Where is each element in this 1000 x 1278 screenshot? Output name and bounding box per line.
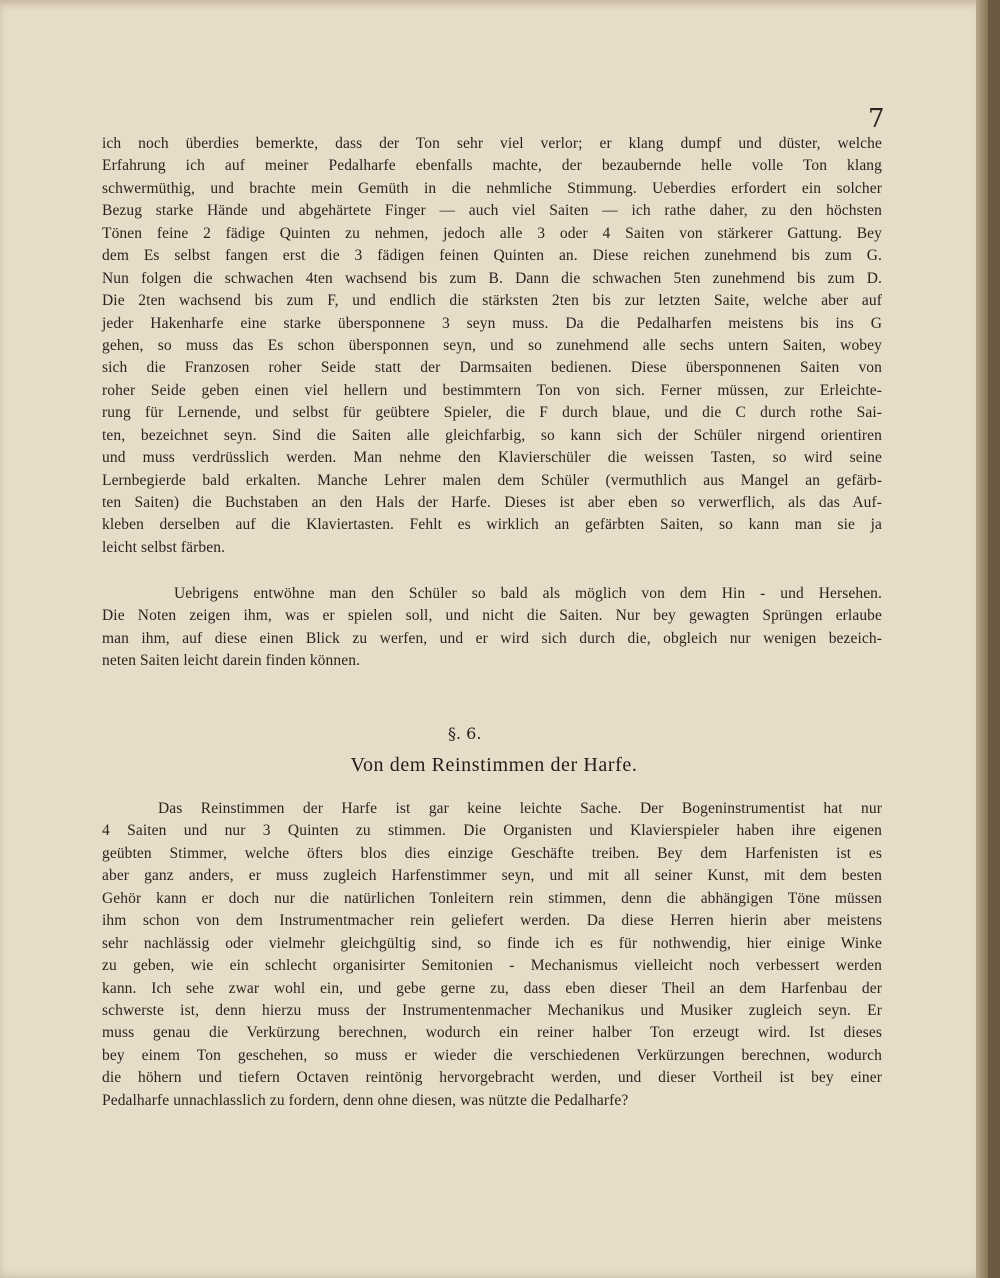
text-line: Nun folgen die schwachen 4ten wachsend bis zum B. Dann die schwachen 5ten zunehmend bis zum D. [102, 269, 882, 287]
text-line: geübten Stimmer, welche öfters blos dies einzige Geschäfte treiben. Bey dem Harfenisten ist es [102, 844, 882, 862]
text-line: jeder Hakenharfe eine starke übersponnene 3 seyn muss. Da die Pedalharfen meistens bis ins G [102, 314, 882, 332]
text-line: Die 2ten wachsend bis zum F, und endlich die stärksten 2ten bis zur letzten Saite, welche aber auf [102, 292, 882, 310]
paragraph-1 [102, 133, 882, 559]
text-line: schwerste ist, denn hierzu muss der Instrumentenmacher Mechanikus und Musiker zugleich seyn. Er [102, 1001, 882, 1019]
text-line: sehr nachlässig oder vielmehr gleichgültig sind, so finde ich es für nothwendig, hier einige Winke [102, 934, 882, 952]
text-line: man ihm, auf diese einen Blick zu werfen, und er wird sich durch die, obgleich nur wenigen bezeich- [102, 629, 882, 647]
text-line: rung für Lernende, und selbst für geübtere Spieler, die F durch blaue, und die C durch rothe Sai- [102, 404, 882, 422]
text-line: ich noch überdies bemerkte, dass der Ton sehr viel verlor; er klang dumpf und düster, welche [102, 135, 882, 152]
section-number: §. 6. [448, 724, 482, 743]
text-line: zu geben, wie ein schlecht organisirter Semitonien - Mechanismus vielleicht noch verbessert werden [102, 957, 882, 975]
text-line: Gehör kann er doch nur die natürlichen Tonleitern rein stimmen, denn die abhängigen Töne müssen [102, 889, 882, 907]
page-edge [976, 0, 988, 1278]
text-line: die höhern und tiefern Octaven reintönig hervorgebracht werden, und dieser Vortheil ist bey einer [102, 1069, 882, 1087]
text-line: dem Es selbst fangen erst die 3 fädigen feinen Quinten an. Diese reichen zunehmend bis zum G. [102, 247, 882, 265]
text-line: Pedalharfe unnachlasslich zu fordern, denn ohne diesen, was nützte die Pedalharfe? [102, 1091, 629, 1109]
text-line: Bezug starke Hände und abgehärtete Finger — auch viel Saiten — ich rathe daher, zu den höchsten [102, 202, 882, 220]
text-line: gehen, so muss das Es schon übersponnen seyn, und so zunehmend alle sechs untern Saiten, wobey [102, 336, 882, 354]
text-line: kann. Ich sehe zwar wohl ein, und gebe gerne zu, dass eben dieser Theil an dem Harfenbau der [102, 979, 882, 997]
text-line: muss genau die Verkürzung berechnen, wodurch ein reiner halber Ton erzeugt wird. Ist dieses [102, 1024, 882, 1042]
text-line: neten Saiten leicht darein finden können. [102, 652, 361, 670]
text-line: Erfahrung ich auf meiner Pedalharfe ebenfalls machte, der bezaubernde helle volle Ton klang [102, 157, 882, 175]
text-line: Lernbegierde bald erkalten. Manche Lehrer malen dem Schüler (vermuthlich aus Mangel an gefärb- [102, 471, 882, 489]
text-line: Uebrigens entwöhne man den Schüler so bald als möglich von dem Hin - und Hersehen. [174, 585, 882, 602]
paragraph-2 [102, 583, 882, 673]
text-line: ten Saiten) die Buchstaben an den Hals der Harfe. Dieses ist aber eben so verwerflich, als das Auf- [102, 494, 882, 511]
text-line: schwermüthig, und brachte mein Gemüth in die nehmliche Stimmung. Ueberdies erfordert ein solcher [102, 179, 882, 197]
text-line: Tönen feine 2 fädige Quinten zu nehmen, jedoch alle 3 oder 4 Saiten von stärkerer Gattung. Bey [102, 224, 882, 242]
text-line: Die Noten zeigen ihm, was er spielen soll, und nicht die Saiten. Nur bey gewagten Sprüngen erlaube [102, 607, 882, 625]
text-line: ten, bezeichnet seyn. Sind die Saiten alle gleichfarbig, so kann sich der Schüler nirgend orientiren [102, 426, 882, 444]
text-line: bey einem Ton geschehen, so muss er wieder die verschiedenen Verkürzungen berechnen, wodurch [102, 1046, 882, 1064]
text-line: kleben derselben auf die Klaviertasten. Fehlt es wirklich an gefärbten Saiten, so kann man sie ja [102, 516, 882, 534]
page-number: 7 [868, 104, 885, 134]
text-line: aber ganz anders, er muss zugleich Harfenstimmer seyn, und mit all seiner Kunst, mit dem besten [102, 867, 882, 885]
text-line: sich die Franzosen roher Seide statt der Darmsaiten bedienen. Diese übersponnenen Saiten von [102, 359, 882, 377]
text-line: Das Reinstimmen der Harfe ist gar keine leichte Sache. Der Bogeninstrumentist hat nur [158, 800, 882, 817]
text-line: leicht selbst färben. [102, 538, 226, 556]
section-heading: Von dem Reinstimmen der Harfe. [350, 754, 638, 776]
text-line: roher Seide geben einen viel hellern und bestimmtern Ton von sich. Ferner müssen, zur Erleichte- [102, 381, 882, 399]
paragraph-3 [102, 798, 882, 1112]
text-line: und muss verdrüsslich werden. Man nehme den Klavierschüler die weissen Tasten, so wird seine [102, 449, 882, 467]
text-line: ihm schon von dem Instrumentmacher rein geliefert werden. Da diese Herren hierin aber meistens [102, 912, 882, 930]
text-line: 4 Saiten und nur 3 Quinten zu stimmen. Die Organisten und Klavierspieler haben ihre eigenen [102, 822, 882, 840]
